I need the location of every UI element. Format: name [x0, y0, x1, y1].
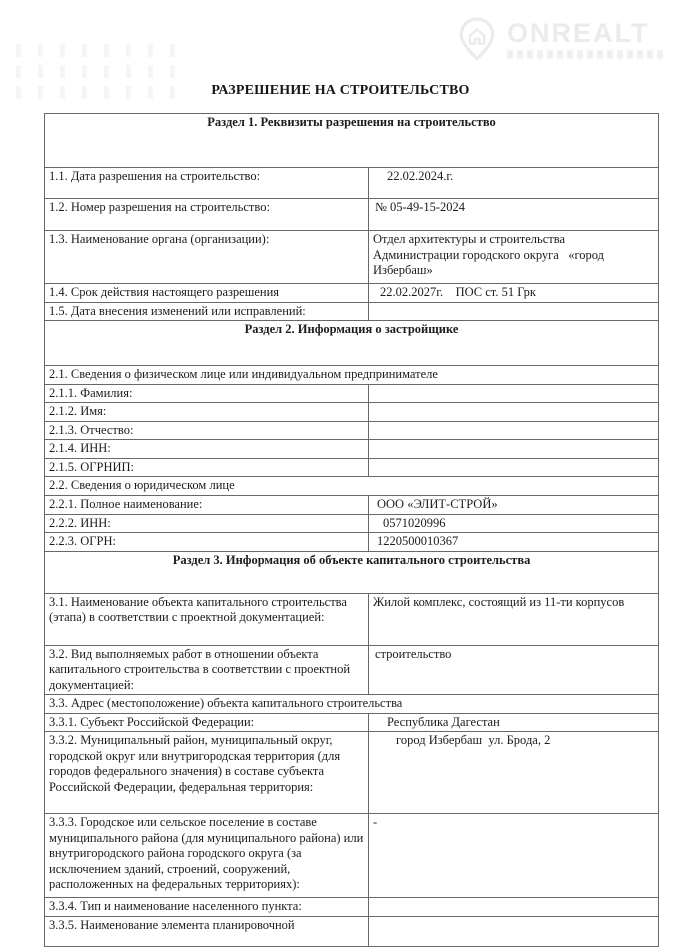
row-3-3-2	[45, 732, 659, 814]
row-1-3-label: 1.3. Наименование органа (организации):	[45, 231, 369, 284]
row-1-4-value: 22.02.2027г. ПОС ст. 51 Грк	[369, 284, 659, 303]
row-3-3-label: 3.3. Адрес (местоположение) объекта капитального строительства	[45, 695, 659, 714]
row-3-3-2-label: 3.3.2. Муниципальный район, муниципальный округ, городской округ или внутригородская территория (для городов федерального значения) в составе субъекта Российской Федерации, федеральная территория:	[45, 732, 369, 814]
row-2-2-2	[45, 514, 659, 533]
row-2-2	[45, 477, 659, 496]
row-1-5-label: 1.5. Дата внесения изменений или исправлений:	[45, 302, 369, 321]
row-1-3	[45, 231, 659, 284]
row-3-3-4	[45, 898, 659, 917]
house-pin-icon	[456, 16, 498, 62]
onrealt-watermark	[456, 16, 665, 62]
row-1-1-label: 1.1. Дата разрешения на строительство:	[45, 168, 369, 199]
watermark-brand-label: ONREALT	[507, 17, 650, 48]
row-2-2-3-value: 1220500010367	[369, 533, 659, 552]
row-2-2-label: 2.2. Сведения о юридическом лице	[45, 477, 659, 496]
row-3-3-4-label: 3.3.4. Тип и наименование населенного пункта:	[45, 898, 369, 917]
row-1-2-label: 1.2. Номер разрешения на строительство:	[45, 199, 369, 231]
row-1-2	[45, 199, 659, 231]
row-2-1-2-label: 2.1.2. Имя:	[45, 403, 369, 422]
row-2-2-2-value: 0571020996	[369, 514, 659, 533]
row-1-1	[45, 168, 659, 199]
row-2-1-5-value	[369, 458, 659, 477]
row-2-2-3	[45, 533, 659, 552]
row-2-1-1	[45, 384, 659, 403]
section-3-title: Раздел 3. Информация об объекте капитального строительства	[45, 551, 659, 593]
row-2-1-3	[45, 421, 659, 440]
row-1-4-label: 1.4. Срок действия настоящего разрешения	[45, 284, 369, 303]
row-2-1-1-value	[369, 384, 659, 403]
row-3-3-4-value	[369, 898, 659, 917]
section-2-title: Раздел 2. Информация о застройщике	[45, 321, 659, 366]
watermark-text	[507, 17, 665, 59]
row-3-1-value: Жилой комплекс, состоящий из 11-ти корпусов	[369, 593, 659, 645]
row-2-1-4-label: 2.1.4. ИНН:	[45, 440, 369, 459]
section-2-header-row	[45, 321, 659, 366]
row-3-3-1-label: 3.3.1. Субъект Российской Федерации:	[45, 713, 369, 732]
row-1-4	[45, 284, 659, 303]
row-1-5	[45, 302, 659, 321]
row-3-2	[45, 645, 659, 695]
permit-table	[44, 113, 659, 947]
row-3-3-5-label: 3.3.5. Наименование элемента планировочной	[45, 916, 369, 946]
row-3-3-5-value	[369, 916, 659, 946]
row-2-1-3-value	[369, 421, 659, 440]
row-3-1-label: 3.1. Наименование объекта капитального строительства (этапа) в соответствии с проектной документацией:	[45, 593, 369, 645]
row-3-3-2-value: город Избербаш ул. Брода, 2	[369, 732, 659, 814]
row-3-3-3-label: 3.3.3. Городское или сельское поселение в составе муниципального района (для муниципального района) или внутригородского района городского округа (за исключением зданий, строений, сооружений, расположенных на федеральных территориях):	[45, 814, 369, 898]
row-2-1	[45, 366, 659, 385]
row-2-1-4-value	[369, 440, 659, 459]
watermark-subtitle	[507, 50, 665, 59]
row-2-2-1-value: ООО «ЭЛИТ-СТРОЙ»	[369, 495, 659, 514]
row-2-2-3-label: 2.2.3. ОГРН:	[45, 533, 369, 552]
row-3-3-1-value: Республика Дагестан	[369, 713, 659, 732]
row-3-3-5	[45, 916, 659, 946]
row-1-3-value: Отдел архитектуры и строительства Администрации городского округа «город Избербаш»	[369, 231, 659, 284]
faint-watermark-pattern	[16, 36, 188, 100]
row-2-2-1-label: 2.2.1. Полное наименование:	[45, 495, 369, 514]
row-3-3-1	[45, 713, 659, 732]
row-3-3-3-value: -	[369, 814, 659, 898]
row-2-1-2	[45, 403, 659, 422]
row-1-1-value: 22.02.2024.г.	[369, 168, 659, 199]
row-3-3	[45, 695, 659, 714]
row-2-1-2-value	[369, 403, 659, 422]
row-2-1-3-label: 2.1.3. Отчество:	[45, 421, 369, 440]
row-2-1-label: 2.1. Сведения о физическом лице или индивидуальном предпринимателе	[45, 366, 659, 385]
row-2-2-1	[45, 495, 659, 514]
row-2-1-5-label: 2.1.5. ОГРНИП:	[45, 458, 369, 477]
row-3-1	[45, 593, 659, 645]
section-3-header-row	[45, 551, 659, 593]
row-2-1-1-label: 2.1.1. Фамилия:	[45, 384, 369, 403]
row-2-2-2-label: 2.2.2. ИНН:	[45, 514, 369, 533]
row-3-3-3	[45, 814, 659, 898]
section-1-title: Раздел 1. Реквизиты разрешения на строительство	[45, 114, 659, 168]
row-2-1-5	[45, 458, 659, 477]
row-3-2-label: 3.2. Вид выполняемых работ в отношении объекта капитального строительства в соответствии с проектной документацией:	[45, 645, 369, 695]
row-1-2-value: № 05-49-15-2024	[369, 199, 659, 231]
row-3-2-value: строительство	[369, 645, 659, 695]
row-2-1-4	[45, 440, 659, 459]
section-1-header-row	[45, 114, 659, 168]
row-1-5-value	[369, 302, 659, 321]
page-title: РАЗРЕШЕНИЕ НА СТРОИТЕЛЬСТВО	[211, 83, 470, 98]
